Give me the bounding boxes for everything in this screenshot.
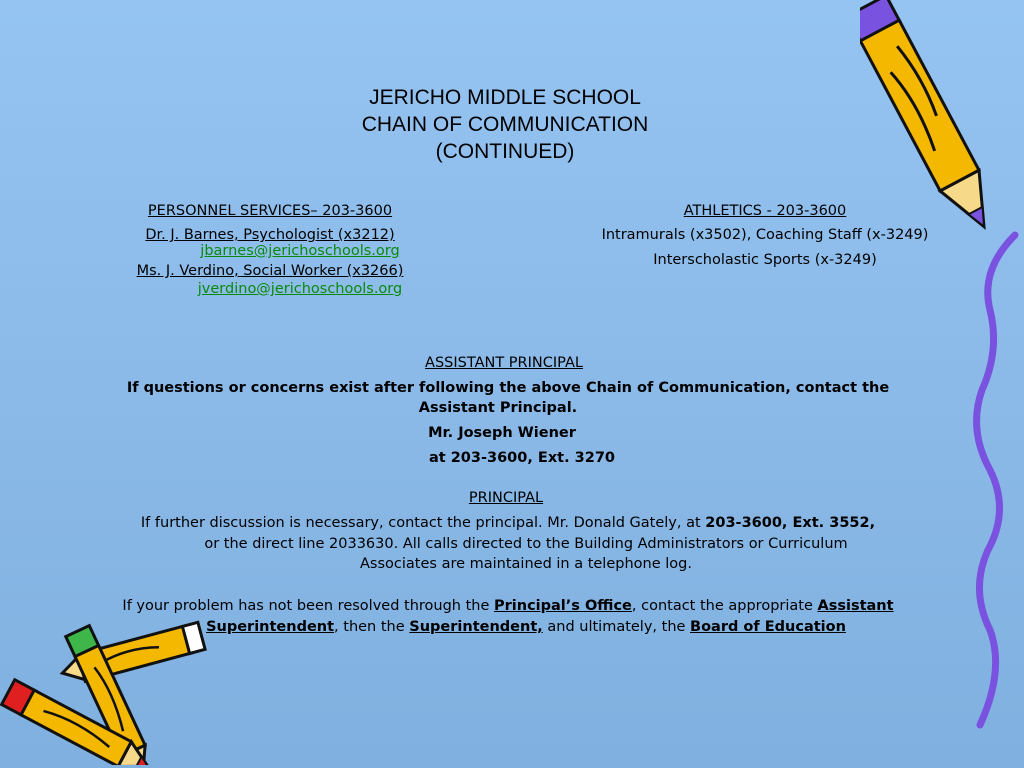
principal-text-1-plain: If further discussion is necessary, contact the principal. Mr. Donald Gately, at bbox=[140, 515, 706, 531]
superintendent-word: Superintendent, bbox=[409, 619, 543, 635]
closing-text-b: , contact the appropriate bbox=[631, 598, 818, 614]
assistant-principal-text-1: If questions or concerns exist after following the above Chain of Communication, contact the bbox=[126, 380, 890, 396]
closing-line-1 bbox=[0, 598, 1020, 614]
athletics-line-2: Interscholastic Sports (x-3249) bbox=[653, 252, 877, 268]
assistant-word: Assistant bbox=[817, 598, 894, 614]
closing-text-a: If your problem has not been resolved through the bbox=[122, 598, 494, 614]
barnes-contact: Dr. J. Barnes, Psychologist (x3212) bbox=[145, 227, 395, 243]
personnel-services-section bbox=[90, 200, 450, 300]
principals-office-link: Principal’s Office bbox=[494, 598, 632, 614]
pencils-bottom-left-icon bbox=[0, 615, 210, 765]
title-line-1: JERICHO MIDDLE SCHOOL bbox=[369, 86, 641, 109]
assistant-principal-text-2: Assistant Principal. bbox=[418, 400, 578, 416]
closing-text-d: and ultimately, the bbox=[542, 619, 691, 635]
board-of-education-word: Board of Education bbox=[690, 619, 846, 635]
athletics-heading: ATHLETICS - 203-3600 bbox=[683, 203, 847, 219]
purple-line-icon bbox=[960, 230, 1024, 730]
assistant-principal-phone: at 203-3600, Ext. 3270 bbox=[428, 450, 616, 466]
verdino-email-link[interactable]: jverdino@jerichoschools.org bbox=[197, 281, 403, 297]
assistant-principal-heading: ASSISTANT PRINCIPAL bbox=[425, 355, 583, 371]
personnel-heading: PERSONNEL SERVICES– 203-3600 bbox=[147, 203, 393, 219]
assistant-superintendent-word: Superintendent bbox=[206, 619, 335, 635]
principal-text-1 bbox=[0, 515, 1020, 531]
athletics-line-1: Intramurals (x3502), Coaching Staff (x-3249) bbox=[601, 227, 929, 243]
assistant-principal-name: Mr. Joseph Wiener bbox=[428, 425, 576, 441]
verdino-contact: Ms. J. Verdino, Social Worker (x3266) bbox=[136, 263, 404, 279]
barnes-email-link[interactable]: jbarnes@jerichoschools.org bbox=[200, 243, 400, 259]
slide-title bbox=[0, 84, 1010, 165]
title-line-3: (CONTINUED) bbox=[435, 140, 575, 163]
principal-text-2: or the direct line 2033630. All calls directed to the Building Administrators or Curriculum bbox=[204, 536, 848, 552]
pencil-top-right-icon bbox=[860, 0, 1000, 250]
closing-text-c: , then the bbox=[334, 619, 410, 635]
principal-heading: PRINCIPAL bbox=[468, 490, 544, 506]
principal-text-3: Associates are maintained in a telephone log. bbox=[360, 556, 692, 572]
title-line-2: CHAIN OF COMMUNICATION bbox=[361, 113, 649, 136]
principal-phone: 203-3600, Ext. 3552, bbox=[705, 515, 876, 531]
